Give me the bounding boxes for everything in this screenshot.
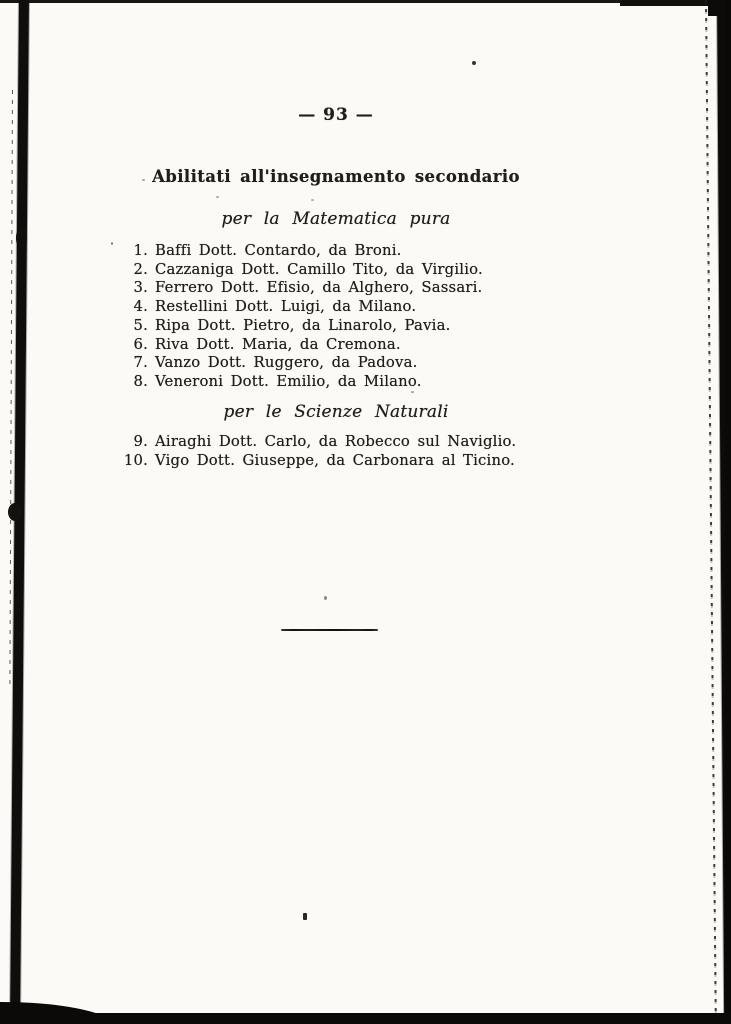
list-item-number: 2. xyxy=(133,260,148,278)
roster-scienze-naturali xyxy=(0,433,640,470)
list-item-text: Ferrero Dott. Efisio, da Alghero, Sassari. xyxy=(155,279,483,297)
scan-speck xyxy=(303,913,307,920)
scan-speck xyxy=(324,596,327,600)
list-item xyxy=(0,279,640,298)
list-item-number: 1. xyxy=(133,242,148,259)
list-item-number: 10. xyxy=(123,451,148,469)
scan-speck xyxy=(311,199,314,201)
list-item xyxy=(0,317,640,336)
list-item-number: 3. xyxy=(133,279,148,297)
list-item xyxy=(0,242,640,261)
scan-speck xyxy=(472,61,476,65)
roster-matematica-pura xyxy=(0,242,640,392)
list-item-text: Riva Dott. Maria, da Cremona. xyxy=(155,335,401,353)
list-item-text: Ripa Dott. Pietro, da Linarolo, Pavia. xyxy=(155,316,451,334)
closing-rule-divider xyxy=(281,629,378,631)
scan-edge-right xyxy=(725,0,731,1024)
list-item xyxy=(0,336,640,355)
list-item-text: Vigo Dott. Giuseppe, da Carbonara al Ticino. xyxy=(155,451,515,469)
page-number: — 93 — xyxy=(298,105,374,125)
list-item-number: 4. xyxy=(133,298,148,316)
scan-speck xyxy=(216,196,219,198)
list-item-number: 6. xyxy=(133,335,148,353)
list-item xyxy=(0,433,640,452)
list-item xyxy=(0,261,640,280)
list-item-text: Restellini Dott. Luigi, da Milano. xyxy=(155,298,417,316)
list-item-text: Veneroni Dott. Emilio, da Milano. xyxy=(155,372,422,390)
list-item-text: Airaghi Dott. Carlo, da Robecco sul Naviglio. xyxy=(155,433,517,450)
scan-corner-bottom-left xyxy=(0,1002,110,1024)
list-item xyxy=(0,298,640,317)
list-item xyxy=(0,452,640,471)
list-item-number: 9. xyxy=(133,433,148,450)
list-item xyxy=(0,373,640,392)
page-title: Abilitati all'insegnamento secondario xyxy=(152,167,520,186)
list-item-number: 7. xyxy=(133,354,148,372)
list-item-number: 8. xyxy=(133,372,148,390)
list-item xyxy=(0,354,640,373)
list-item-text: Baffi Dott. Contardo, da Broni. xyxy=(155,242,402,259)
section-heading-matematica-pura: per la Matematica pura xyxy=(221,209,451,229)
page-crease-right xyxy=(705,0,717,1015)
list-item-text: Cazzaniga Dott. Camillo Tito, da Virgilio. xyxy=(155,260,483,278)
list-item-text: Vanzo Dott. Ruggero, da Padova. xyxy=(155,354,418,372)
list-item-number: 5. xyxy=(133,316,148,334)
section-heading-scienze-naturali: per le Scienze Naturali xyxy=(223,402,449,422)
